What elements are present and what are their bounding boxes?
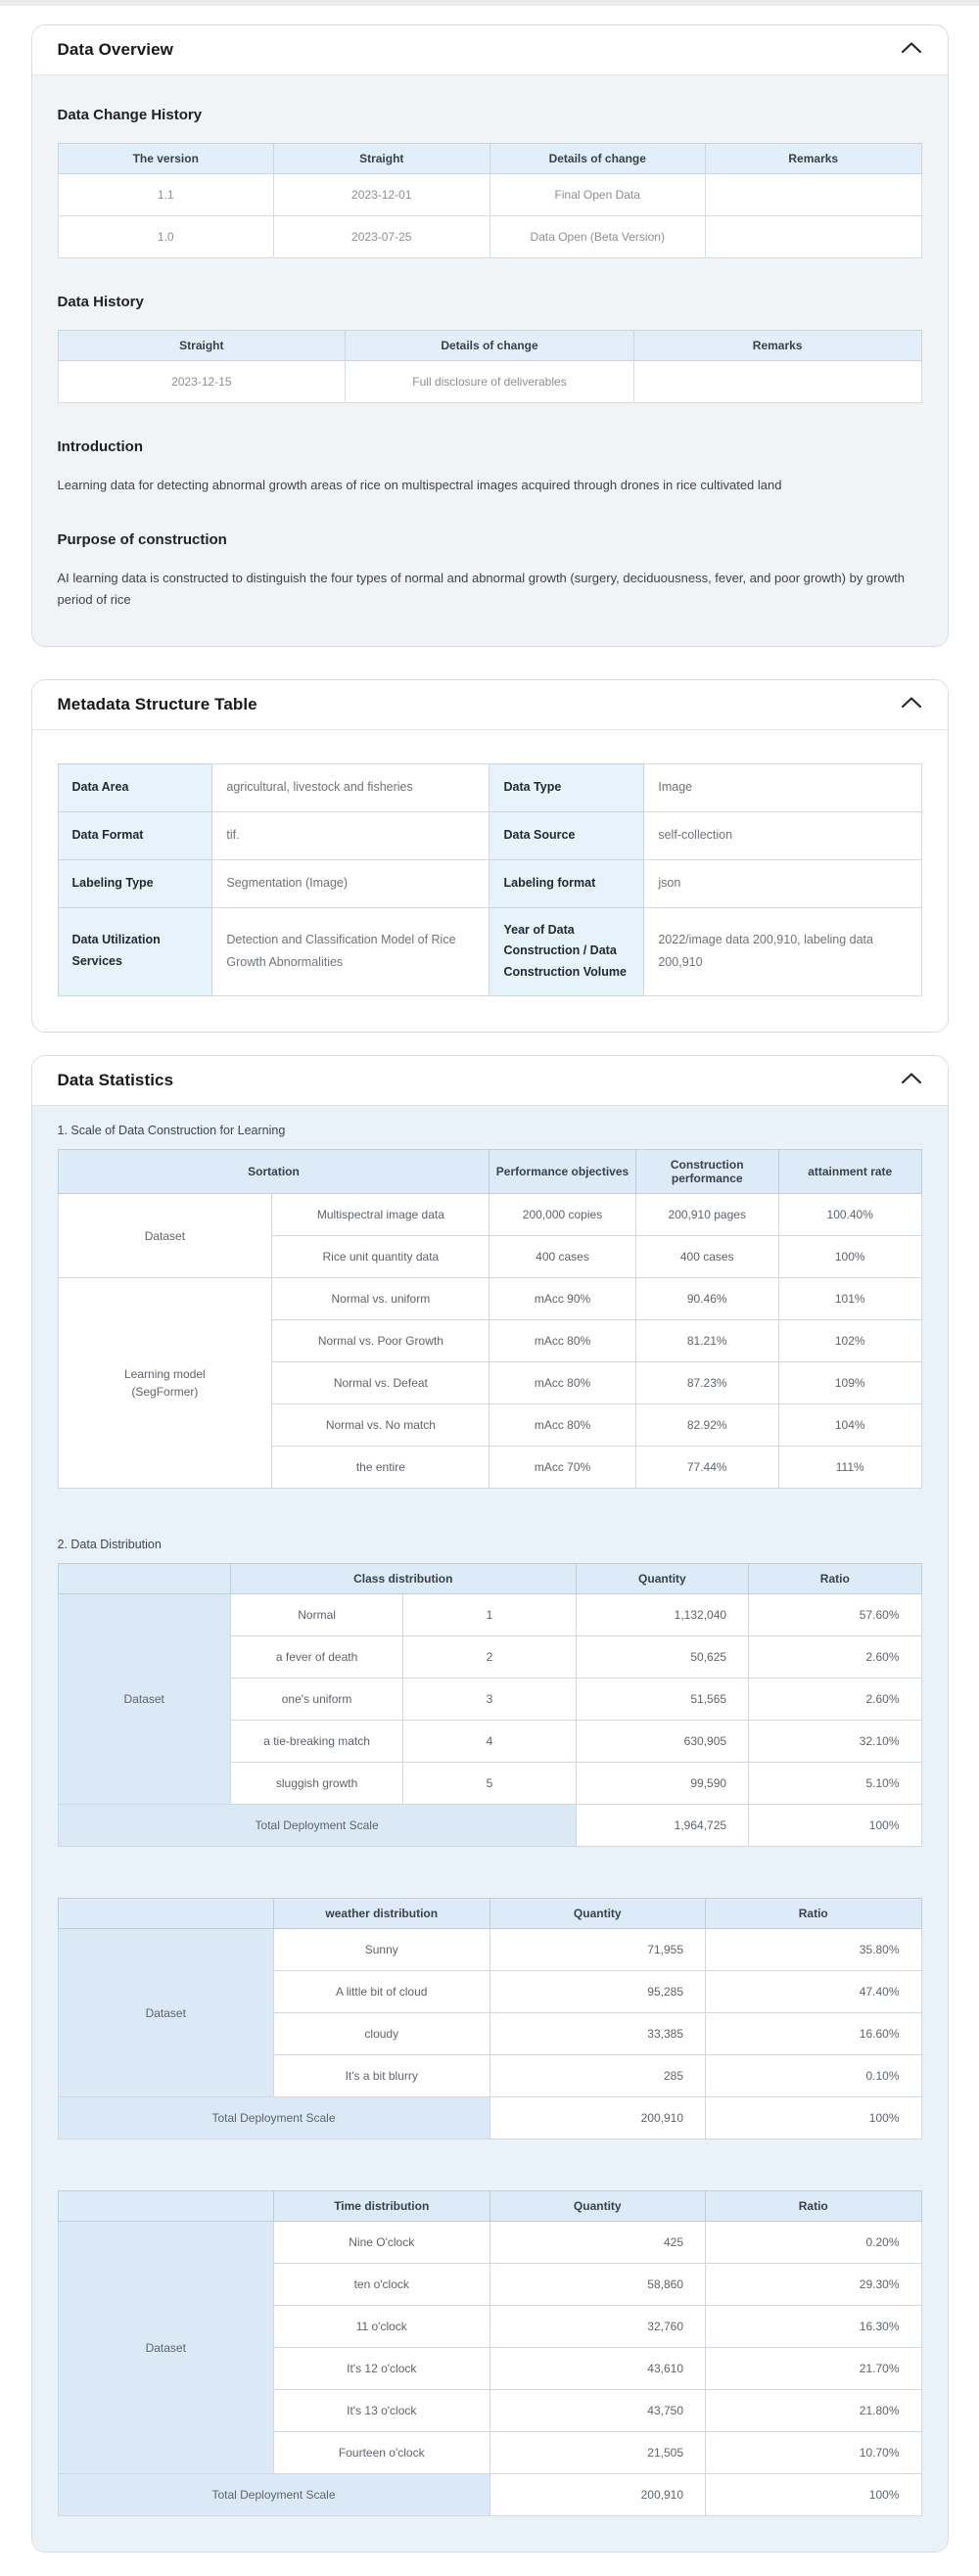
cell: 200,000 copies xyxy=(490,1194,635,1236)
cell-remarks xyxy=(706,216,922,258)
section-heading-data-history: Data History xyxy=(57,294,144,310)
cell-details: Final Open Data xyxy=(490,174,706,216)
cell-ratio: 2.60% xyxy=(749,1636,921,1679)
cell-remarks xyxy=(706,174,922,216)
meta-label: Labeling Type xyxy=(58,859,212,907)
cell-quantity: 1,132,040 xyxy=(576,1594,748,1636)
cell-weather: It's a bit blurry xyxy=(274,2055,490,2097)
cell: 200,910 pages xyxy=(635,1194,778,1236)
meta-value: Detection and Classification Model of Rice Growth Abnormalities xyxy=(212,907,490,996)
section-heading-introduction: Introduction xyxy=(57,438,143,455)
meta-value: Image xyxy=(644,764,921,812)
cell-ratio: 32.10% xyxy=(749,1721,921,1763)
scale-table-caption: 1. Scale of Data Construction for Learning xyxy=(57,1124,286,1138)
table-row xyxy=(58,764,921,812)
meta-label: Data Utilization Services xyxy=(58,907,212,996)
column-header-construction-performance: Construction performance xyxy=(635,1150,778,1194)
cell-ratio: 5.10% xyxy=(749,1763,921,1805)
cell-weather: A little bit of cloud xyxy=(274,1971,490,2013)
chevron-up-icon[interactable] xyxy=(901,41,922,59)
cell-class-id: 1 xyxy=(403,1594,576,1636)
distribution-caption: 2. Data Distribution xyxy=(57,1538,162,1552)
column-header: Straight xyxy=(274,144,490,174)
cell-ratio: 57.60% xyxy=(749,1594,921,1636)
table-row xyxy=(58,2222,921,2264)
total-ratio-cell: 100% xyxy=(706,2474,922,2516)
cell-quantity: 43,610 xyxy=(490,2348,706,2390)
cell-ratio: 10.70% xyxy=(706,2432,922,2474)
meta-value: 2022/image data 200,910, labeling data 200,910 xyxy=(644,907,921,996)
cell-quantity: 99,590 xyxy=(576,1763,748,1805)
table-row xyxy=(58,216,921,258)
table-row xyxy=(58,174,921,216)
total-quantity-cell: 200,910 xyxy=(490,2474,706,2516)
cell: Normal vs. Defeat xyxy=(272,1362,490,1404)
data-overview-card xyxy=(31,24,949,647)
cell-time: 11 o'clock xyxy=(274,2306,490,2348)
cell: 82.92% xyxy=(635,1404,778,1447)
group-label-sub: (SegFormer) xyxy=(131,1385,199,1400)
column-header-attainment-rate: attainment rate xyxy=(778,1150,921,1194)
cell-class-id: 2 xyxy=(403,1636,576,1679)
cell: 400 cases xyxy=(635,1236,778,1278)
total-quantity-cell: 1,964,725 xyxy=(576,1805,748,1847)
meta-label: Labeling format xyxy=(490,859,644,907)
purpose-text: AI learning data is constructed to distinguish the four types of normal and abnormal growth (surgery, deciduousness, fever, and poor growth) by growth period of rice xyxy=(57,571,905,608)
section-heading-purpose: Purpose of construction xyxy=(57,531,227,549)
cell: 77.44% xyxy=(635,1447,778,1489)
data-history-table xyxy=(58,330,922,403)
table-header-row xyxy=(58,2191,921,2222)
total-label-cell: Total Deployment Scale xyxy=(58,2474,490,2516)
statistics-card-header[interactable] xyxy=(32,1056,948,1105)
column-header-ratio: Ratio xyxy=(749,1564,921,1594)
cell-ratio: 0.20% xyxy=(706,2222,922,2264)
meta-label: Data Source xyxy=(490,812,644,860)
page-title: Data Overview xyxy=(57,40,173,59)
cell-ratio: 21.70% xyxy=(706,2348,922,2390)
cell-time: ten o'clock xyxy=(274,2264,490,2306)
column-header: Remarks xyxy=(633,331,921,361)
cell-quantity: 32,760 xyxy=(490,2306,706,2348)
cell-details: Data Open (Beta Version) xyxy=(490,216,706,258)
column-header-sortation: Sortation xyxy=(58,1150,490,1194)
meta-value: Segmentation (Image) xyxy=(212,859,490,907)
card-title: Data Statistics xyxy=(57,1071,174,1090)
cell-version: 1.0 xyxy=(58,216,274,258)
data-overview-body xyxy=(32,74,948,646)
cell-time: Fourteen o'clock xyxy=(274,2432,490,2474)
statistics-body xyxy=(32,1105,948,2552)
table-row xyxy=(58,812,921,860)
cell: 102% xyxy=(778,1320,921,1362)
cell: 100.40% xyxy=(778,1194,921,1236)
cell: Multispectral image data xyxy=(272,1194,490,1236)
cell: 101% xyxy=(778,1278,921,1320)
column-header: Details of change xyxy=(490,144,706,174)
group-cell-dataset: Dataset xyxy=(58,1194,272,1278)
column-header-quantity: Quantity xyxy=(576,1564,748,1594)
table-total-row xyxy=(58,1805,921,1847)
cell: 100% xyxy=(778,1236,921,1278)
cell-time: Nine O'clock xyxy=(274,2222,490,2264)
cell-date: 2023-12-15 xyxy=(58,361,346,403)
metadata-table xyxy=(58,763,922,996)
table-row xyxy=(58,1278,921,1320)
meta-label: Data Format xyxy=(58,812,212,860)
table-row xyxy=(58,1594,921,1636)
column-header-performance-objectives: Performance objectives xyxy=(490,1150,635,1194)
data-overview-card-header[interactable] xyxy=(32,25,948,74)
cell: Rice unit quantity data xyxy=(272,1236,490,1278)
cell-weather: Sunny xyxy=(274,1929,490,1971)
cell-class-id: 5 xyxy=(403,1763,576,1805)
cell-details: Full disclosure of deliverables xyxy=(346,361,634,403)
cell-ratio: 29.30% xyxy=(706,2264,922,2306)
data-statistics-card xyxy=(31,1055,949,2553)
class-distribution-table xyxy=(58,1563,922,1847)
page-top-divider xyxy=(0,0,979,6)
table-row xyxy=(58,1194,921,1236)
introduction-text: Learning data for detecting abnormal growth areas of rice on multispectral images acquired through drones in rice cultivated land xyxy=(57,478,782,492)
weather-distribution-table xyxy=(58,1898,922,2139)
section-heading-change-history: Data Change History xyxy=(57,107,203,123)
table-row xyxy=(58,859,921,907)
group-label: Learning model xyxy=(124,1367,206,1382)
column-header: Remarks xyxy=(706,144,922,174)
table-header-row xyxy=(58,1564,921,1594)
cell-quantity: 71,955 xyxy=(490,1929,706,1971)
cell-quantity: 425 xyxy=(490,2222,706,2264)
column-header-ratio: Ratio xyxy=(706,1899,922,1929)
cell-version: 1.1 xyxy=(58,174,274,216)
cell-class-name: sluggish growth xyxy=(230,1763,402,1805)
cell-quantity: 43,750 xyxy=(490,2390,706,2432)
meta-value: tif. xyxy=(212,812,490,860)
table-header-row xyxy=(58,1150,921,1194)
cell-quantity: 21,505 xyxy=(490,2432,706,2474)
cell-quantity: 58,860 xyxy=(490,2264,706,2306)
data-change-history-table xyxy=(58,143,922,258)
cell-ratio: 2.60% xyxy=(749,1679,921,1721)
metadata-card-header[interactable] xyxy=(32,680,948,729)
cell-ratio: 47.40% xyxy=(706,1971,922,2013)
metadata-structure-card xyxy=(31,679,949,1033)
metadata-body xyxy=(32,729,948,1032)
cell-class-id: 4 xyxy=(403,1721,576,1763)
cell: 400 cases xyxy=(490,1236,635,1278)
cell: Normal vs. uniform xyxy=(272,1278,490,1320)
column-header-quantity: Quantity xyxy=(490,1899,706,1929)
cell: mAcc 80% xyxy=(490,1320,635,1362)
total-ratio-cell: 100% xyxy=(706,2097,922,2139)
cell: the entire xyxy=(272,1447,490,1489)
column-header: Details of change xyxy=(346,331,634,361)
table-total-row xyxy=(58,2474,921,2516)
total-quantity-cell: 200,910 xyxy=(490,2097,706,2139)
group-cell-dataset: Dataset xyxy=(58,1929,274,2097)
chevron-up-icon[interactable] xyxy=(901,1072,922,1089)
cell-quantity: 51,565 xyxy=(576,1679,748,1721)
meta-value: agricultural, livestock and fisheries xyxy=(212,764,490,812)
column-header-class-distribution: Class distribution xyxy=(230,1564,576,1594)
column-header-quantity: Quantity xyxy=(490,2191,706,2222)
cell: 111% xyxy=(778,1447,921,1489)
column-header-ratio: Ratio xyxy=(706,2191,922,2222)
cell-quantity: 95,285 xyxy=(490,1971,706,2013)
cell-quantity: 50,625 xyxy=(576,1636,748,1679)
cell: mAcc 90% xyxy=(490,1278,635,1320)
cell-time: It's 12 o'clock xyxy=(274,2348,490,2390)
cell-ratio: 0.10% xyxy=(706,2055,922,2097)
cell: 90.46% xyxy=(635,1278,778,1320)
table-total-row xyxy=(58,2097,921,2139)
blank-header-cell xyxy=(58,2191,274,2222)
cell-date: 2023-07-25 xyxy=(274,216,490,258)
cell-class-name: one's uniform xyxy=(230,1679,402,1721)
table-header-row xyxy=(58,144,921,174)
scale-of-data-construction-table xyxy=(58,1149,922,1489)
column-header-weather-distribution: weather distribution xyxy=(274,1899,490,1929)
chevron-up-icon[interactable] xyxy=(901,696,922,713)
cell: 109% xyxy=(778,1362,921,1404)
cell: mAcc 70% xyxy=(490,1447,635,1489)
total-ratio-cell: 100% xyxy=(749,1805,921,1847)
cell-weather: cloudy xyxy=(274,2013,490,2055)
cell-quantity: 33,385 xyxy=(490,2013,706,2055)
cell-class-name: Normal xyxy=(230,1594,402,1636)
meta-label: Data Area xyxy=(58,764,212,812)
table-header-row xyxy=(58,1899,921,1929)
cell-remarks xyxy=(633,361,921,403)
cell-time: It's 13 o'clock xyxy=(274,2390,490,2432)
group-cell-learning-model xyxy=(58,1278,272,1489)
blank-header-cell xyxy=(58,1564,230,1594)
total-label-cell: Total Deployment Scale xyxy=(58,2097,490,2139)
meta-value: self-collection xyxy=(644,812,921,860)
cell: 87.23% xyxy=(635,1362,778,1404)
column-header: Straight xyxy=(58,331,346,361)
cell: Normal vs. Poor Growth xyxy=(272,1320,490,1362)
cell: Normal vs. No match xyxy=(272,1404,490,1447)
table-row xyxy=(58,361,921,403)
cell-ratio: 16.60% xyxy=(706,2013,922,2055)
meta-value: json xyxy=(644,859,921,907)
meta-label: Year of Data Construction / Data Construction Volume xyxy=(490,907,644,996)
total-label-cell: Total Deployment Scale xyxy=(58,1805,576,1847)
cell-ratio: 21.80% xyxy=(706,2390,922,2432)
blank-header-cell xyxy=(58,1899,274,1929)
column-header-time-distribution: Time distribution xyxy=(274,2191,490,2222)
cell-ratio: 35.80% xyxy=(706,1929,922,1971)
cell: mAcc 80% xyxy=(490,1362,635,1404)
group-cell-dataset: Dataset xyxy=(58,1594,230,1805)
column-header: The version xyxy=(58,144,274,174)
cell-date: 2023-12-01 xyxy=(274,174,490,216)
meta-label: Data Type xyxy=(490,764,644,812)
group-cell-dataset: Dataset xyxy=(58,2222,274,2474)
table-row xyxy=(58,1929,921,1971)
table-row xyxy=(58,907,921,996)
cell-class-name: a fever of death xyxy=(230,1636,402,1679)
cell: 81.21% xyxy=(635,1320,778,1362)
cell-quantity: 285 xyxy=(490,2055,706,2097)
cell-class-name: a tie-breaking match xyxy=(230,1721,402,1763)
card-title: Metadata Structure Table xyxy=(57,695,257,714)
cell: mAcc 80% xyxy=(490,1404,635,1447)
table-header-row xyxy=(58,331,921,361)
cell: 104% xyxy=(778,1404,921,1447)
cell-class-id: 3 xyxy=(403,1679,576,1721)
cell-ratio: 16.30% xyxy=(706,2306,922,2348)
cell-quantity: 630,905 xyxy=(576,1721,748,1763)
time-distribution-table xyxy=(58,2190,922,2516)
